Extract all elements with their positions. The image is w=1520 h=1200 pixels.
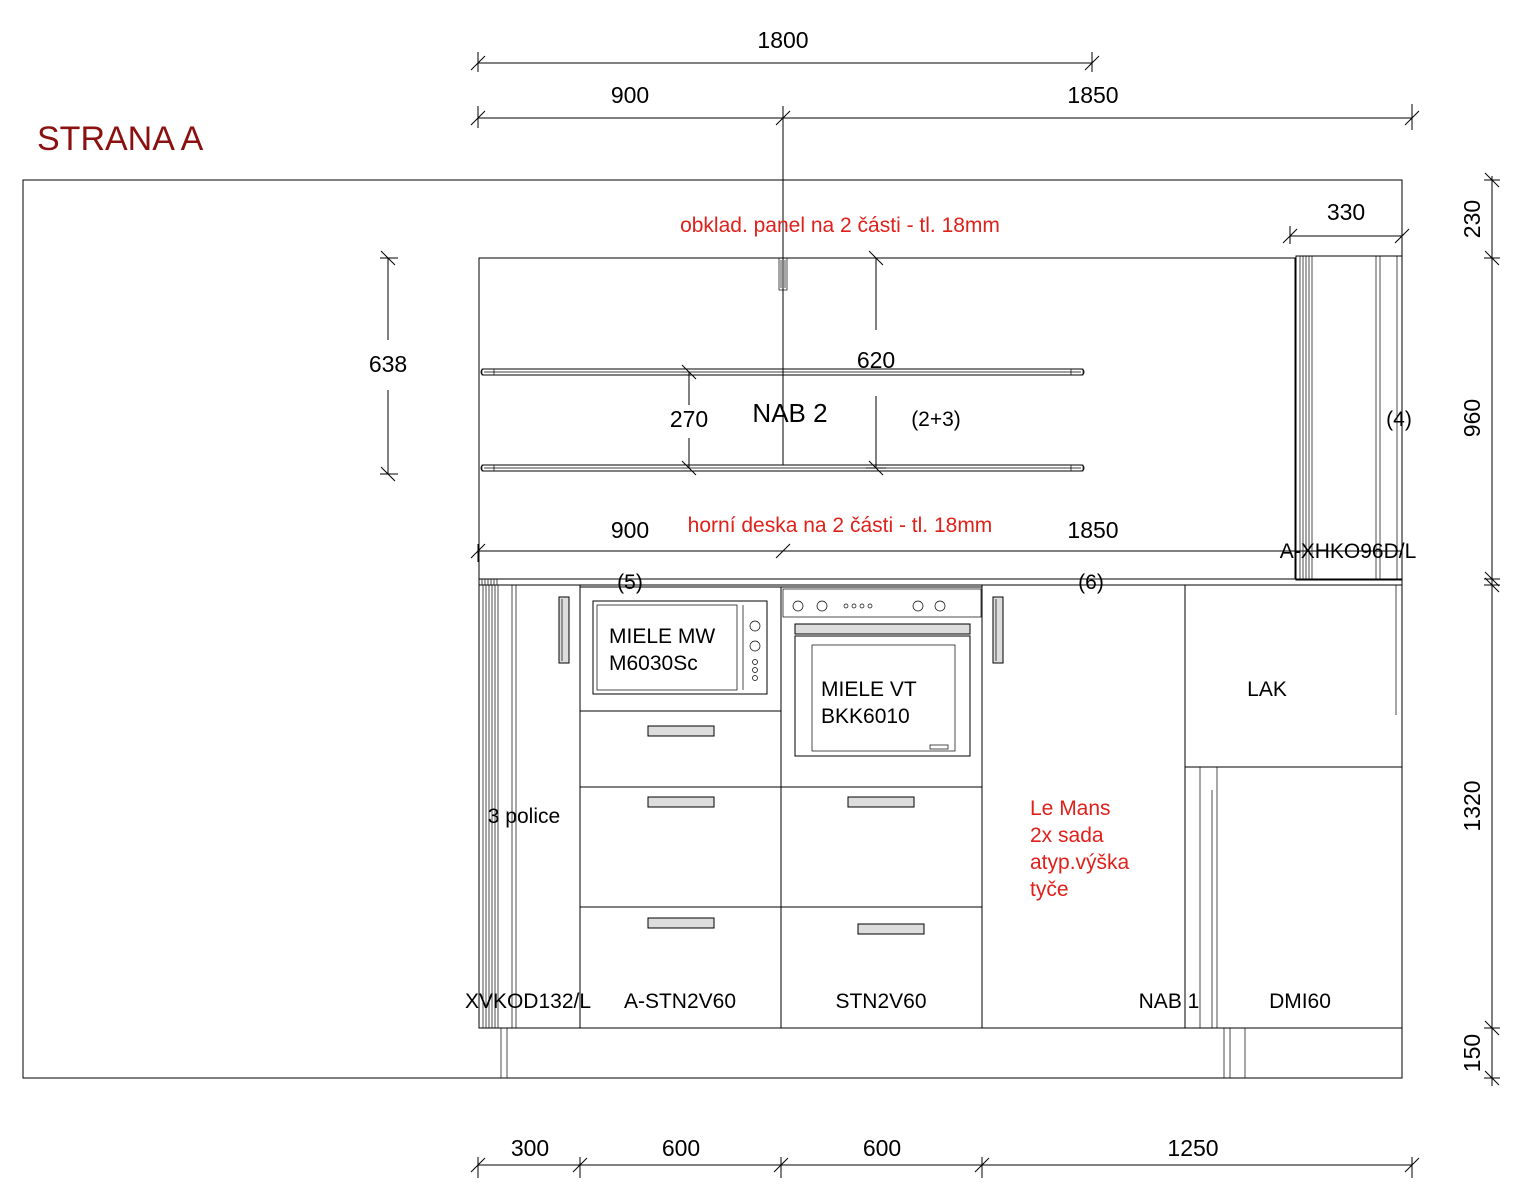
tall-right-code: A-XHKO96D/L — [1279, 540, 1417, 563]
shelf-ref: (2+3) — [911, 408, 961, 431]
cabinet-lak — [1185, 585, 1402, 767]
oven-label-2: BKK6010 — [821, 705, 910, 728]
dim-shelf-depth: 620 — [856, 347, 896, 373]
microwave-label-2: M6030Sc — [609, 652, 698, 675]
lak-label: LAK — [1247, 678, 1287, 701]
dim-wall-panel-width-line — [1283, 226, 1409, 244]
handle-note-2: 2x sada — [1030, 824, 1104, 847]
oven-label-1: MIELE VT — [821, 678, 917, 701]
dim-top-right: 1850 — [1067, 82, 1119, 108]
dim-wall-panel-width: 330 — [1326, 199, 1366, 225]
top-dimensions — [471, 27, 1419, 465]
cabinet-label-stn2v60: STN2V60 — [835, 990, 927, 1013]
right-dimensions — [1484, 173, 1500, 1086]
dim-shelf-gap: 270 — [669, 406, 709, 432]
cabinet-label-nab1: NAB 1 — [1138, 990, 1200, 1013]
shelf-label: NAB 2 — [752, 398, 828, 428]
worktop-note: horní deska na 2 části - tl. 18mm — [687, 514, 993, 537]
dim-right-4: 150 — [1459, 1033, 1485, 1073]
dim-worktop-right: 1850 — [1067, 517, 1119, 543]
cabinet-label-a-stn2v60: A-STN2V60 — [623, 990, 737, 1013]
dim-top-left: 900 — [610, 82, 650, 108]
cabinet-dmi60 — [1185, 767, 1402, 1028]
dim-bottom-2: 600 — [661, 1135, 701, 1161]
ref-5: (5) — [617, 571, 643, 594]
handle-note-1: Le Mans — [1030, 797, 1111, 820]
dim-right-1: 230 — [1459, 199, 1485, 239]
dim-right-3: 1320 — [1459, 780, 1485, 832]
drawing-title: STRANA A — [37, 120, 204, 158]
cabinet-label-xvkod132: XVKOD132/L — [464, 990, 592, 1013]
handle-note-4: tyče — [1030, 878, 1069, 901]
dim-bottom-4: 1250 — [1167, 1135, 1219, 1161]
microwave-unit — [580, 587, 781, 711]
handle-note-3: atyp.výška — [1030, 851, 1130, 874]
bottom-dimensions — [471, 1157, 1419, 1178]
dim-bottom-3: 600 — [862, 1135, 902, 1161]
wall-panel-note: obklad. panel na 2 části - tl. 18mm — [680, 214, 1000, 237]
dim-worktop-left: 900 — [610, 517, 650, 543]
plinth — [501, 1028, 1245, 1078]
dim-right-2: 960 — [1459, 398, 1485, 438]
cabinet-a-stn2v60 — [580, 711, 781, 1028]
dim-bottom-1: 300 — [510, 1135, 550, 1161]
shelf-lower — [481, 465, 1084, 471]
dim-top-total: 1800 — [757, 27, 809, 53]
cabinet-label-dmi60: DMI60 — [1269, 990, 1331, 1013]
shelves-count: 3 police — [487, 805, 561, 828]
microwave-label-1: MIELE MW — [609, 625, 716, 648]
tall-right-ref: (4) — [1386, 408, 1412, 431]
ref-6: (6) — [1078, 571, 1104, 594]
dim-shelf-height: 638 — [368, 351, 408, 377]
